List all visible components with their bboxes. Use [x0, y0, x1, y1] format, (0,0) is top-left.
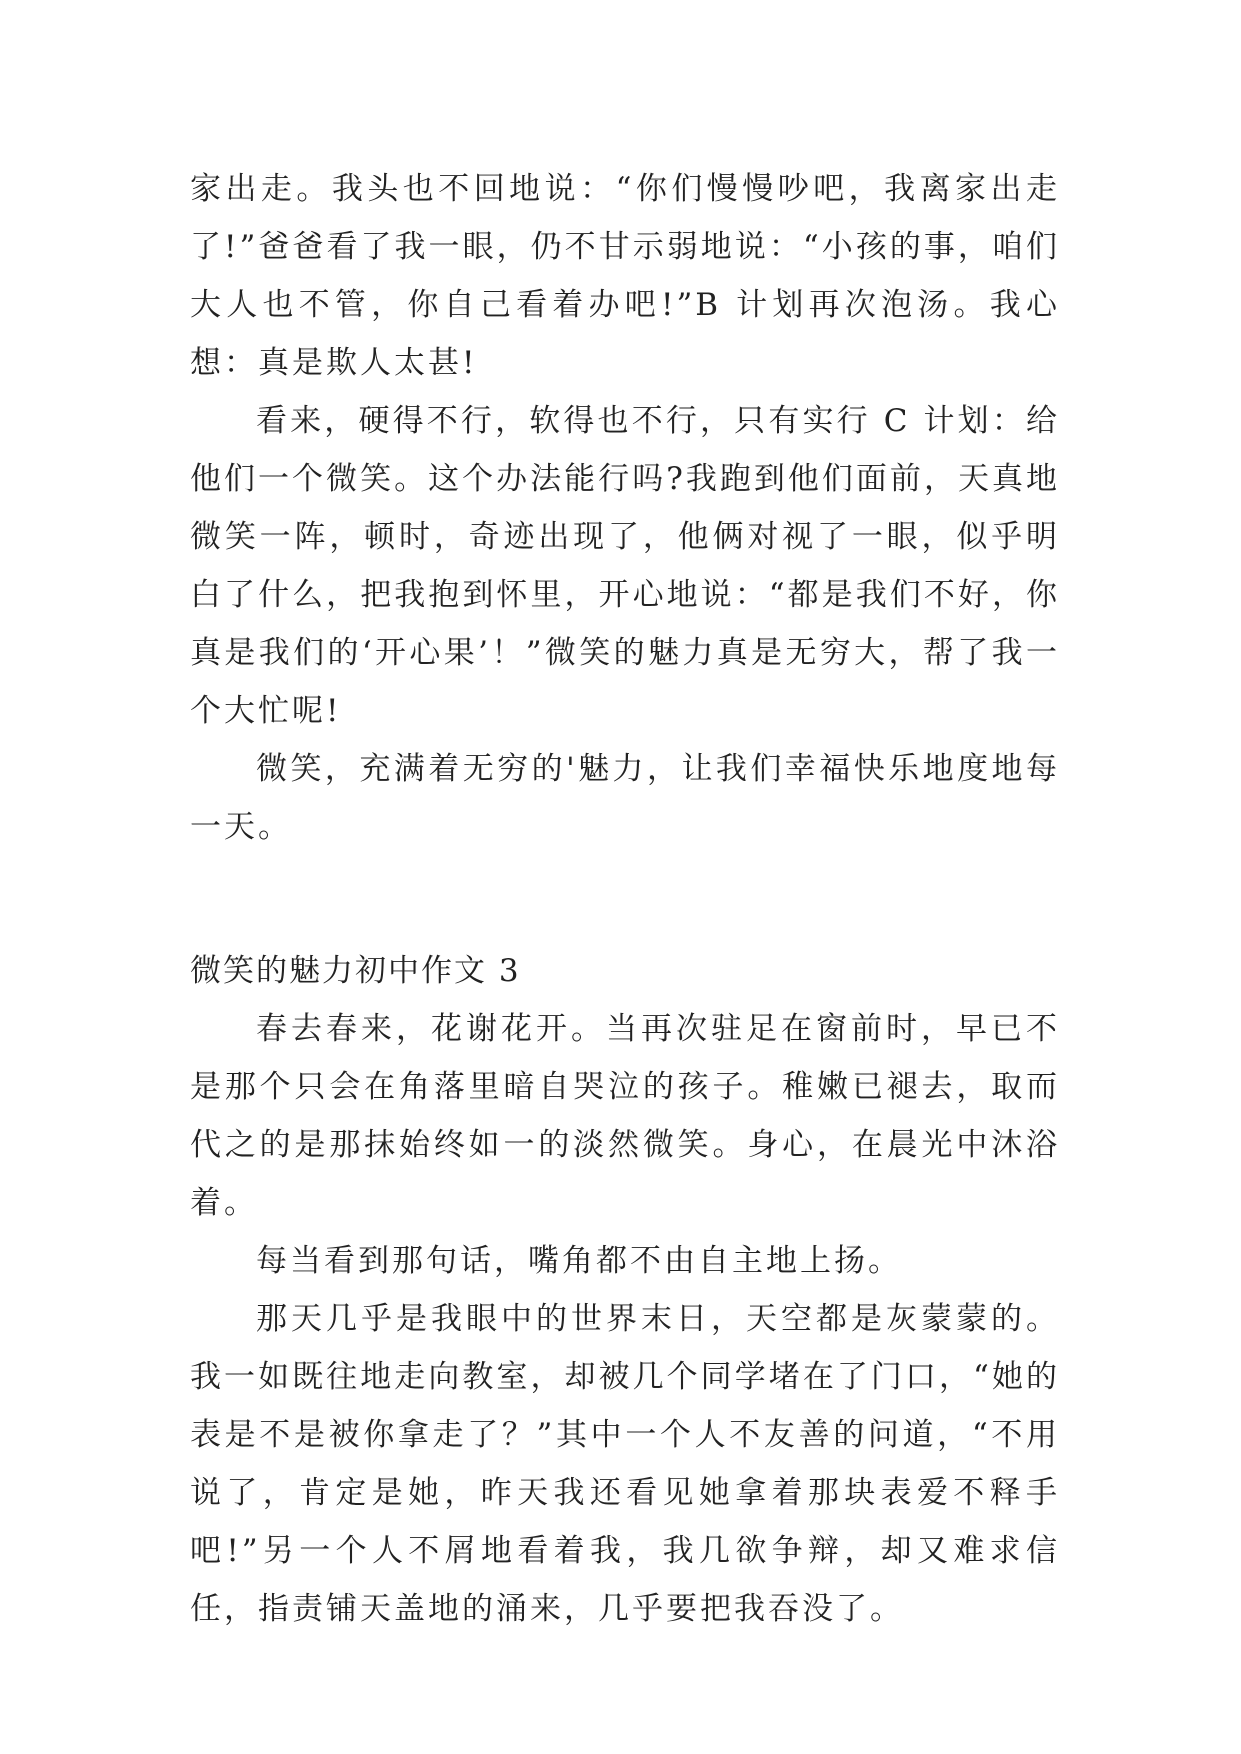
- paragraph-that-day: 那天几乎是我眼中的世界末日，天空都是灰蒙蒙的。我一如既往地走向教室，却被几个同学堵在了门口，“她的表是不是被你拿走了？”其中一个人不友善的问道，“不用说了，肯定是她，昨天我还看见她拿着那块表爱不释手吧!”另一个人不屑地看着我，我几欲争辩，却又难求信任，指责铺天盖地的涌来，几乎要把我吞没了。: [190, 1301, 1060, 1627]
- paragraph-smile-charm: 微笑，充满着无穷的'魅力，让我们幸福快乐地度地每一天。: [190, 751, 1060, 845]
- document-body: [190, 160, 1060, 1638]
- paragraph-plan-c: 看来，硬得不行，软得也不行，只有实行 C 计划：给他们一个微笑。这个办法能行吗?我跑到他们面前，天真地微笑一阵，顿时，奇迹出现了，他俩对视了一眼，似乎明白了什么，把我抱到怀里，开心地说：“都是我们不好，你真是我们的‘开心果’！”微笑的魅力真是无穷大，帮了我一个大忙呢!: [190, 403, 1060, 729]
- section-title: 微笑的魅力初中作文 3: [190, 953, 521, 989]
- paragraph-continuation: 家出走。我头也不回地说：“你们慢慢吵吧，我离家出走了!”爸爸看了我一眼，仍不甘示弱地说：“小孩的事，咱们大人也不管，你自己看着办吧!”B 计划再次泡汤。我心想：真是欺人太甚!: [190, 171, 1060, 381]
- paragraph-spring: 春去春来，花谢花开。当再次驻足在窗前时，早已不是那个只会在角落里暗自哭泣的孩子。稚嫩已褪去，取而代之的是那抹始终如一的淡然微笑。身心，在晨光中沐浴着。: [190, 1011, 1060, 1221]
- paragraph-smile-words: 每当看到那句话，嘴角都不由自主地上扬。: [256, 1243, 902, 1279]
